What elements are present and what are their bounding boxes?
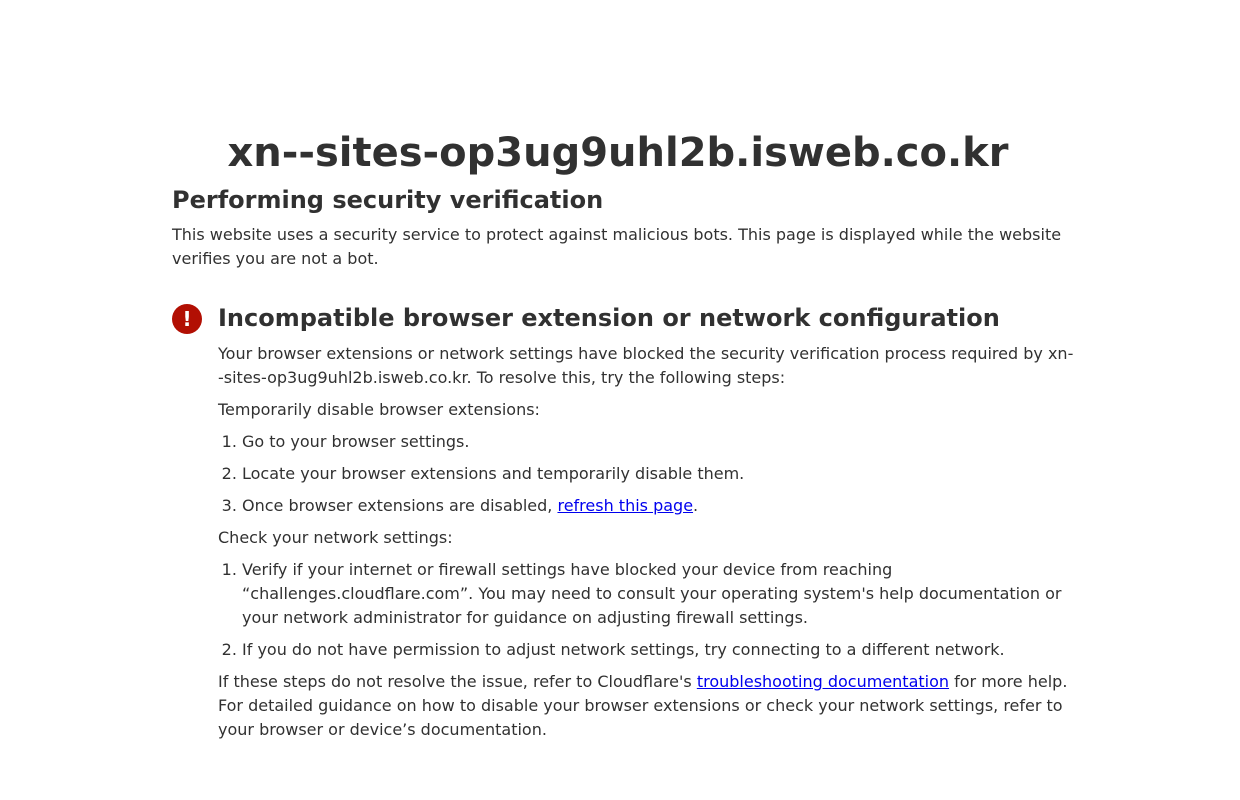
error-description: Your browser extensions or network settings have blocked the security verification process required by xn--sites-op3ug9uhl2b.isweb.co.kr. To resolve this, try the following steps: <box>218 344 1074 387</box>
page-heading: Performing security verification <box>172 186 604 214</box>
network-steps-list <box>218 558 1078 662</box>
footer-text: If these steps do not resolve the issue, refer to Cloudflare's <box>218 672 697 691</box>
list-item: 2. Locate your browser extensions and temporarily disable them. <box>242 462 1078 486</box>
site-domain-title: xn--sites-op3ug9uhl2b.isweb.co.kr <box>227 130 1009 176</box>
exclamation-icon: ! <box>172 304 202 334</box>
step-text: Once browser extensions are disabled, <box>242 496 558 515</box>
extensions-heading: Temporarily disable browser extensions: <box>218 400 540 419</box>
error-section <box>218 302 1078 742</box>
step-punctuation: . <box>693 496 699 515</box>
list-item: 1. Go to your browser settings. <box>242 430 1078 454</box>
footer-text-continued: for more help. For detailed guidance on how to disable your browser extensions or check your network settings, refer to your browser or device’s documentation. <box>218 672 1068 739</box>
network-heading: Check your network settings: <box>218 528 453 547</box>
list-item: 2. If you do not have permission to adjust network settings, try connecting to a different network. <box>242 638 1078 662</box>
list-item <box>242 494 1078 518</box>
footer-help-text <box>218 670 1078 742</box>
troubleshooting-docs-link[interactable]: troubleshooting documentation <box>696 672 950 691</box>
intro-text: This website uses a security service to protect against malicious bots. This page is displayed while the website verifies you are not a bot. <box>172 225 1062 268</box>
error-title: Incompatible browser extension or network configuration <box>218 304 1000 332</box>
extension-steps-list <box>218 430 1078 518</box>
list-item: 1. Verify if your internet or firewall settings have blocked your device from reaching “challenges.cloudflare.com”. You may need to consult your operating system's help documentation or your network administrator for guidance on adjusting firewall settings. <box>242 558 1078 630</box>
refresh-page-link[interactable]: refresh this page <box>557 496 694 515</box>
